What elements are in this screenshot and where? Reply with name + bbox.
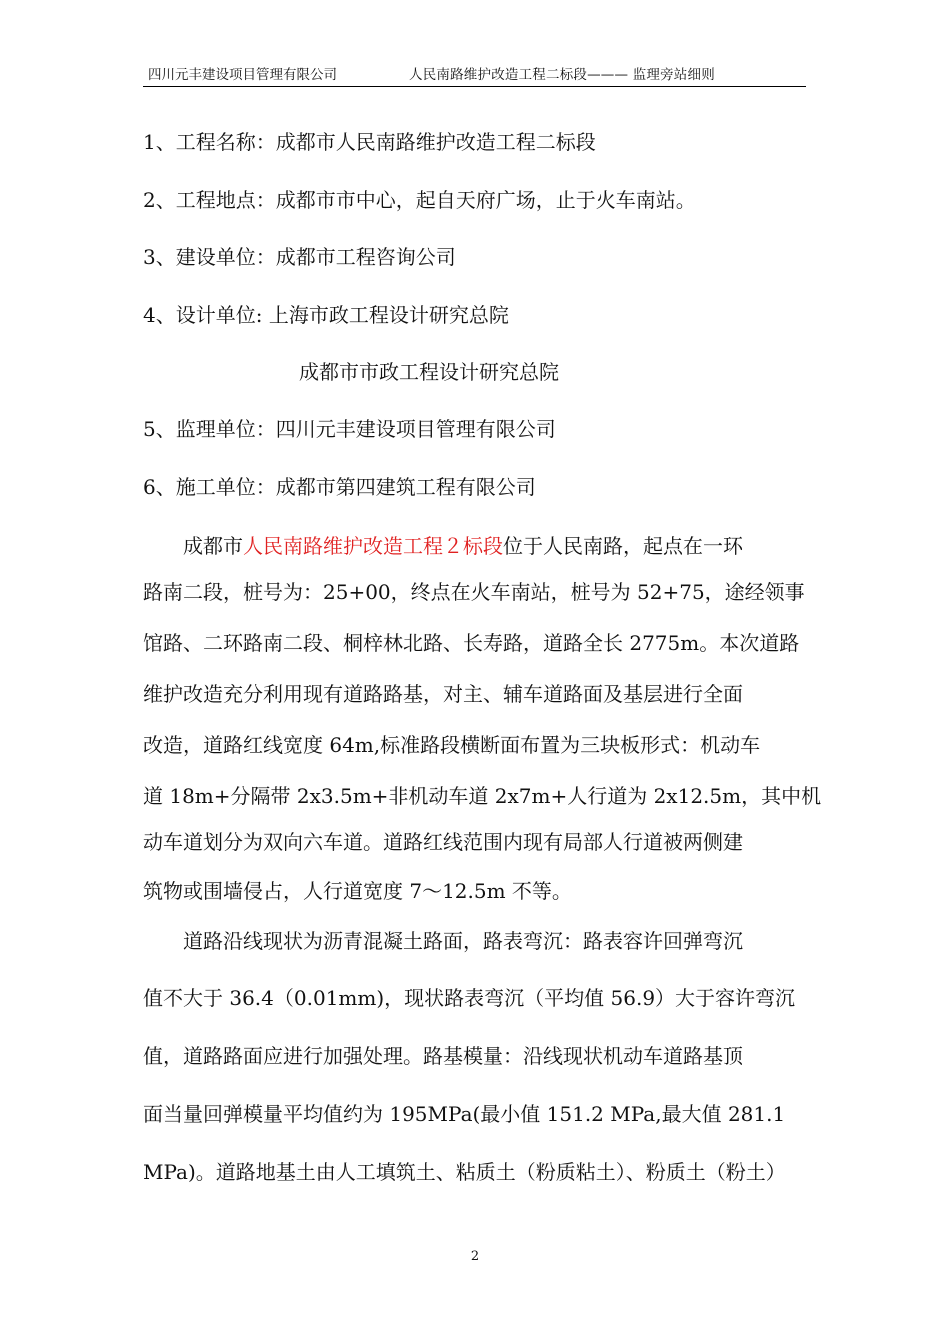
paragraph1-suffix: 位于人民南路，起点在一环 [503,534,743,558]
paragraph2-line-1: 道路沿线现状为沥青混凝土路面，路表弯沉：路表容许回弹弯沉 [183,929,743,953]
item-project-name: 1、工程名称：成都市人民南路维护改造工程二标段 [143,130,596,154]
page-number: 2 [470,1249,480,1264]
item-owner: 3、建设单位：成都市工程咨询公司 [143,245,456,269]
page-header [143,64,806,87]
paragraph1-line-3: 馆路、二环路南二段、桐梓林北路、长寿路，道路全长 2775m。本次道路 [143,631,800,655]
paragraph1-line-6: 道 18m+分隔带 2x3.5m+非机动车道 2x7m+人行道为 2x12.5m，其中机 [143,784,822,808]
item-project-location: 2、工程地点：成都市市中心，起自天府广场，止于火车南站。 [143,188,696,212]
paragraph2-line-3: 值，道路路面应进行加强处理。路基模量：沿线现状机动车道路基顶 [143,1044,743,1068]
paragraph1-line-4: 维护改造充分利用现有道路路基，对主、辅车道路面及基层进行全面 [143,682,743,706]
paragraph1-line-7: 动车道划分为双向六车道。道路红线范围内现有局部人行道被两侧建 [143,830,743,854]
paragraph1-prefix: 成都市 [183,534,243,558]
item-contractor: 6、施工单位：成都市第四建筑工程有限公司 [143,475,536,499]
paragraph2-line-4: 面当量回弹模量平均值约为 195MPa(最小值 151.2 MPa,最大值 281.1 [143,1102,786,1126]
paragraph1-line-8: 筑物或围墙侵占，人行道宽度 7～12.5m 不等。 [143,879,572,903]
paragraph1-highlight: 人民南路维护改造工程２标段 [243,534,503,558]
item-supervisor: 5、监理单位：四川元丰建设项目管理有限公司 [143,417,556,441]
paragraph2-line-5: MPa)。道路地基土由人工填筑土、粘质土（粉质粘土）、粉质土（粉土） [143,1160,786,1184]
item-designer: 4、设计单位: 上海市政工程设计研究总院 [143,303,509,327]
item-designer-second: 成都市市政工程设计研究总院 [299,360,559,384]
paragraph1-line-1 [183,531,743,561]
paragraph2-line-2: 值不大于 36.4（0.01mm)，现状路表弯沉（平均值 56.9）大于容许弯沉 [143,986,796,1010]
paragraph1-line-5: 改造，道路红线宽度 64m,标准路段横断面布置为三块板形式：机动车 [143,733,761,757]
paragraph1-line-2: 路南二段，桩号为：25+00，终点在火车南站，桩号为 52+75，途经领事 [143,580,805,604]
header-company: 四川元丰建设项目管理有限公司 [148,67,337,83]
header-title: 人民南路维护改造工程二标段——— 监理旁站细则 [409,67,715,83]
